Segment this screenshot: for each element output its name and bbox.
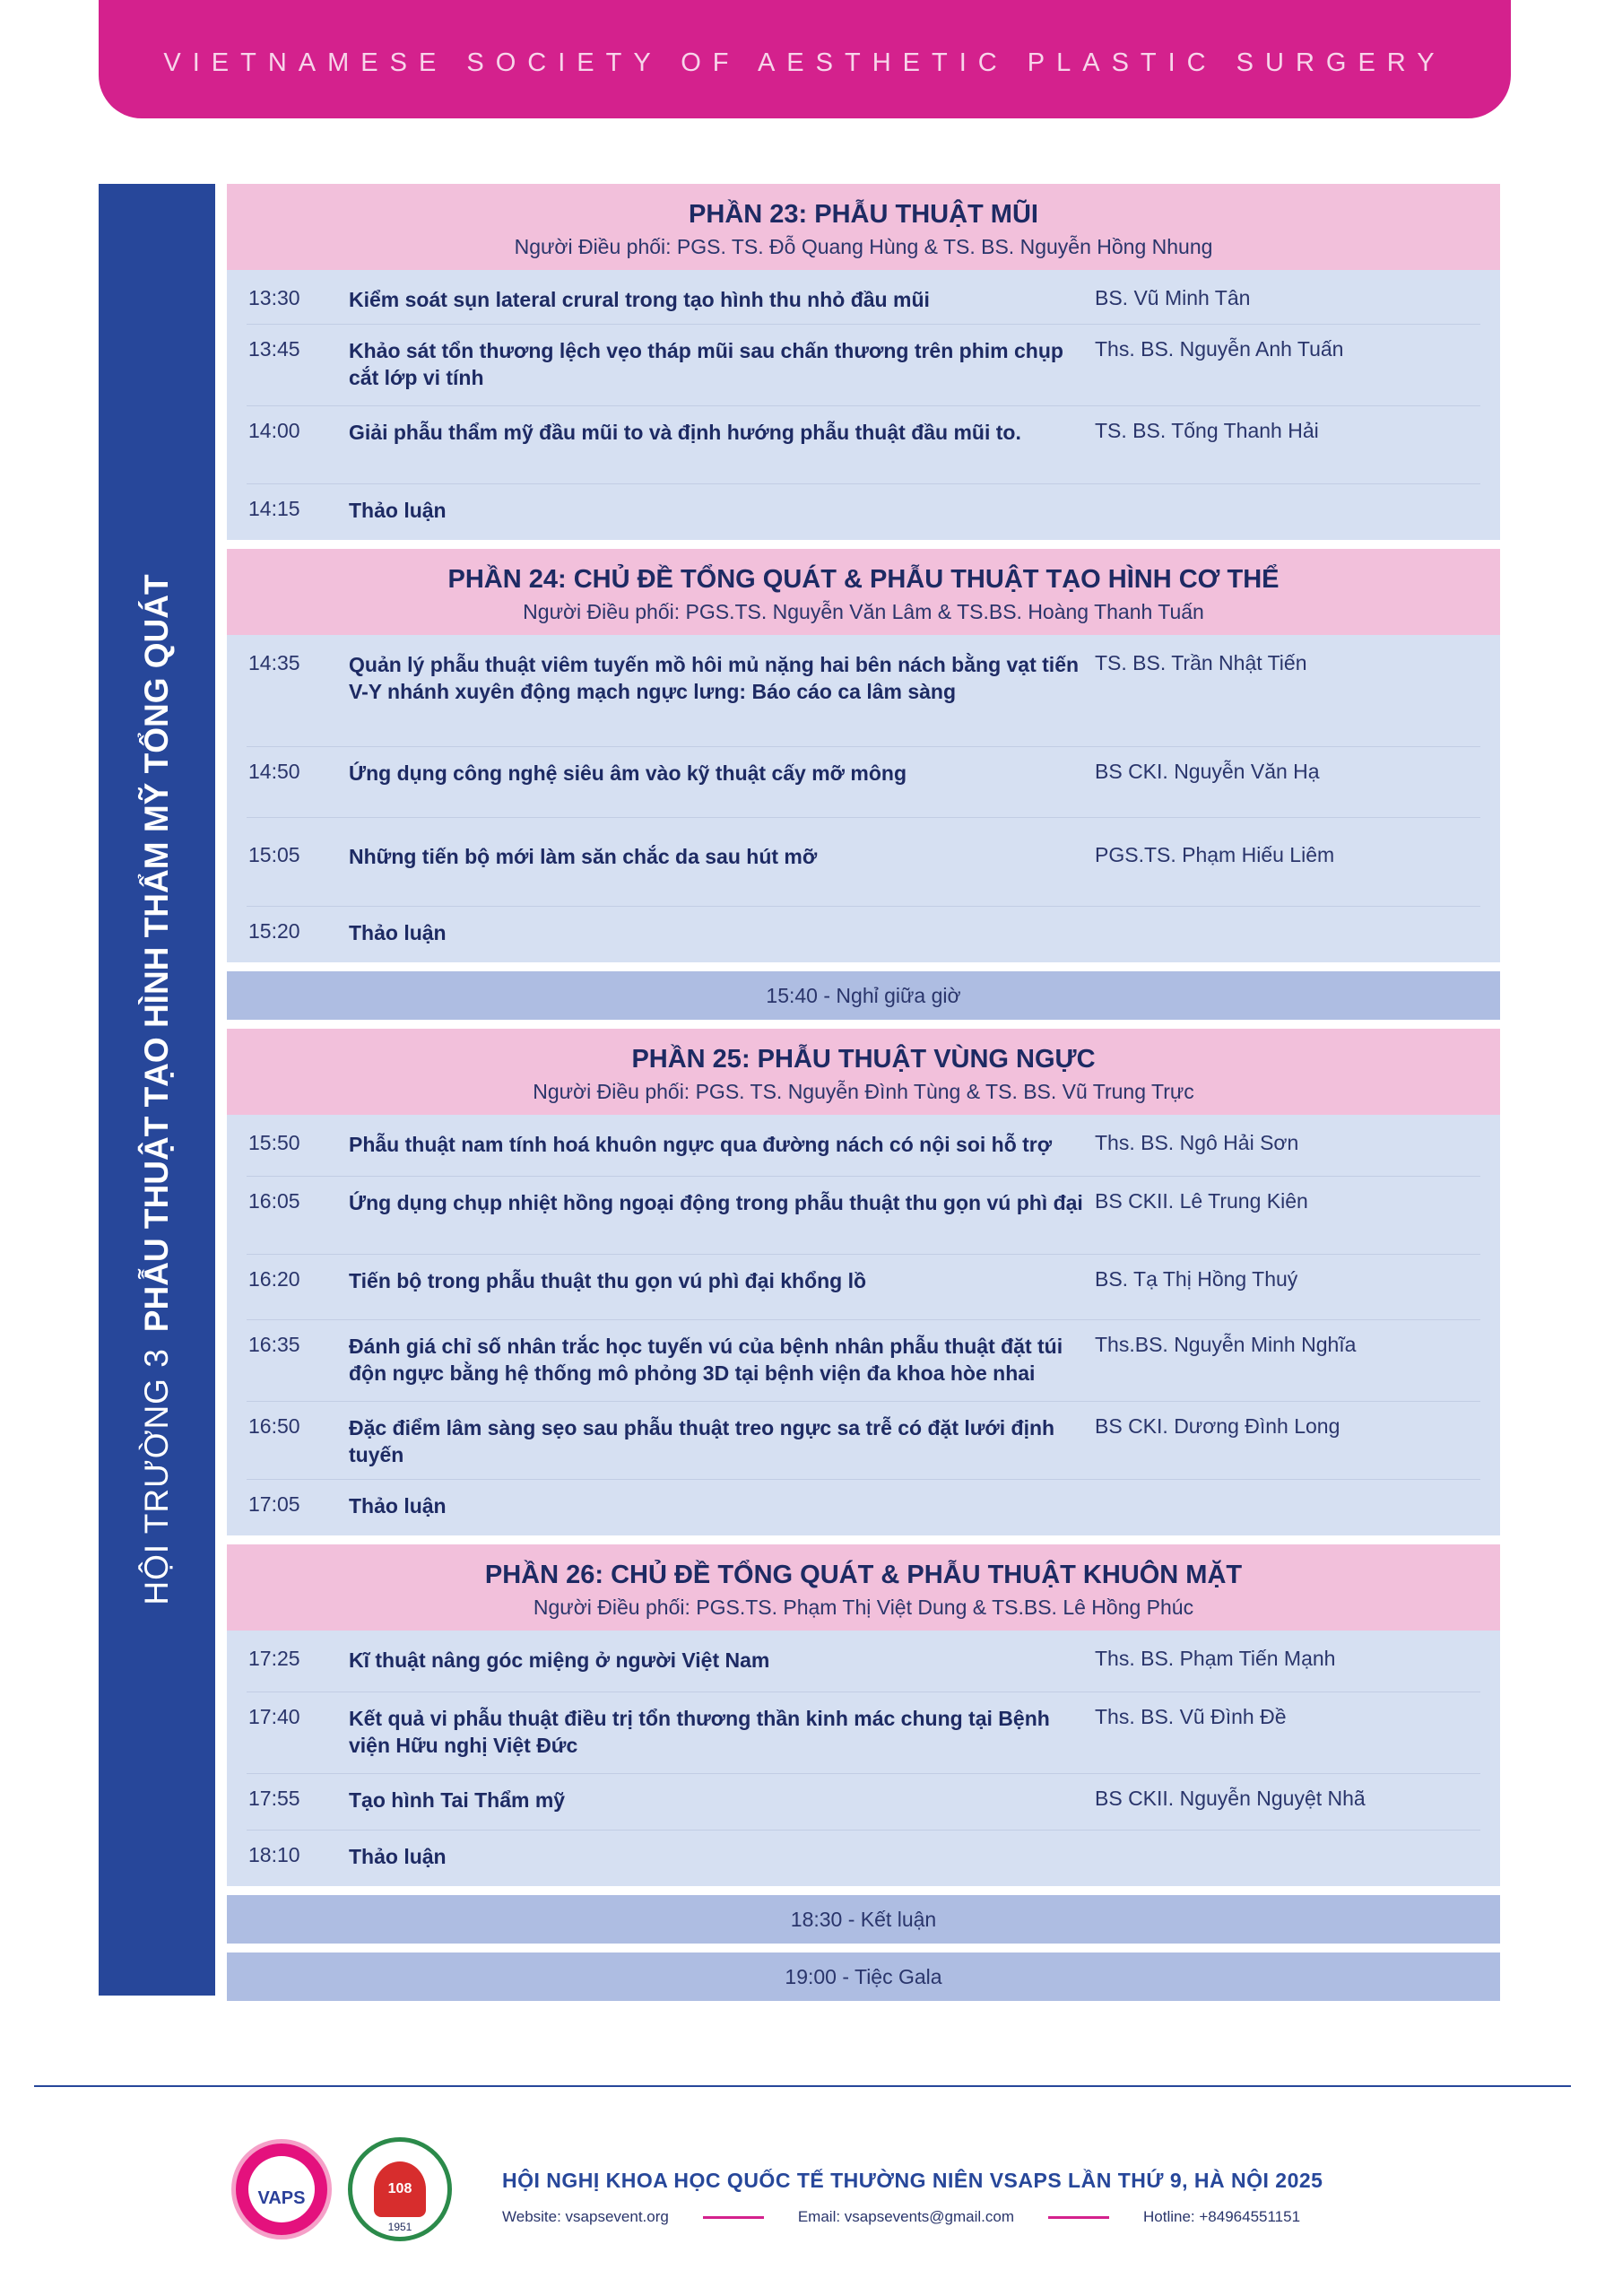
vsaps-logo [231,2139,332,2239]
section-header [227,184,1500,270]
agenda-row [247,1634,1480,1692]
section-title: PHẦN 24: CHỦ ĐỀ TỔNG QUÁT & PHẪU THUẬT TẠO HÌNH CƠ THỂ [447,565,1280,594]
row-time: 17:05 [248,1492,300,1516]
conference-title: HỘI NGHỊ KHOA HỌC QUỐC TẾ THƯỜNG NIÊN VSAPS LẦN THỨ 9, HÀ NỘI 2025 [502,2169,1323,2192]
row-time: 17:40 [248,1705,300,1728]
row-speaker: TS. BS. Trần Nhật Tiến [1095,651,1307,674]
hall-name: HỘI TRƯỜNG 3 [138,1348,175,1605]
agenda-row [247,406,1480,484]
vsaps-logo-text: VAPS [257,2188,306,2208]
agenda-row [247,907,1480,957]
section-body [227,270,1500,540]
section-coordinators: Người Điều phối: PGS. TS. Đỗ Quang Hùng & TS. BS. Nguyễn Hồng Nhung [514,235,1213,258]
section-body [227,635,1500,962]
section-body [227,1631,1500,1886]
contact-info [502,2208,1300,2226]
row-title: Quản lý phẫu thuật viêm tuyến mồ hôi mủ nặng hai bên nách bằng vạt tiến V-Y nhánh xuyên động mạch ngực lưng: Báo cáo ca lâm sàng [349,653,1080,703]
row-speaker: TS. BS. Tống Thanh Hải [1095,419,1319,442]
row-title: Ứng dụng công nghệ siêu âm vào kỹ thuật cấy mỡ mông [349,761,907,785]
row-speaker: BS CKI. Dương Đình Long [1095,1414,1340,1438]
row-title: Thảo luận [349,499,447,522]
row-speaker: Ths. BS. Phạm Tiến Mạnh [1095,1647,1336,1670]
section-coordinators: Người Điều phối: PGS.TS. Phạm Thị Việt Dung & TS.BS. Lê Hồng Phúc [533,1596,1194,1619]
row-title: Phẫu thuật nam tính hoá khuôn ngực qua đường nách có nội soi hỗ trợ [349,1133,1053,1156]
row-speaker: BS CKII. Nguyễn Nguyệt Nhã [1095,1787,1366,1810]
row-title: Ứng dụng chụp nhiệt hồng ngoại động trong phẫu thuật thu gọn vú phì đại [349,1191,1083,1214]
agenda-row [247,1118,1480,1177]
row-time: 15:50 [248,1131,300,1154]
row-speaker: BS CKI. Nguyễn Văn Hạ [1095,760,1320,783]
break-bar: 15:40 - Nghỉ giữa giờ [227,971,1500,1020]
section-title: PHẦN 26: CHỦ ĐỀ TỔNG QUÁT & PHẪU THUẬT KHUÔN MẶT [484,1561,1243,1589]
header-banner [99,0,1511,118]
row-title: Đánh giá chỉ số nhân trắc học tuyến vú của bệnh nhân phẫu thuật đặt túi độn ngực bằng hệ thống mô phỏng 3D tại bệnh viện đa khoa hòe nhai [349,1335,1063,1385]
row-speaker: BS. Tạ Thị Hồng Thuý [1095,1267,1298,1291]
row-time: 13:30 [248,286,300,309]
hall-topic: PHẪU THUẬT TẠO HÌNH THẨM MỸ TỔNG QUÁT [138,574,175,1333]
row-title: Thảo luận [349,1494,447,1518]
section-header [227,1029,1500,1115]
section-header [227,549,1500,635]
section-coordinators: Người Điều phối: PGS. TS. Nguyễn Đình Tùng & TS. BS. Vũ Trung Trực [533,1080,1194,1103]
row-time: 15:20 [248,919,300,943]
row-speaker: Ths. BS. Ngô Hải Sơn [1095,1131,1299,1154]
section-24 [227,549,1500,962]
row-speaker: PGS.TS. Phạm Hiếu Liêm [1095,843,1335,866]
row-time: 14:15 [248,497,300,520]
row-title: Kĩ thuật nâng góc miệng ở người Việt Nam [349,1648,770,1672]
section-25 [227,1029,1500,1535]
separator [703,2216,764,2219]
footer-divider [34,2085,1571,2087]
row-title: Đặc điểm lâm sàng sẹo sau phẫu thuật treo ngực sa trễ có đặt lưới định tuyến [349,1416,1055,1466]
row-title: Kết quả vi phẫu thuật điều trị tổn thương thần kinh mác chung tại Bệnh viện Hữu nghị Việt Đức [349,1707,1050,1757]
section-title: PHẦN 23: PHẪU THUẬT MŨI [689,200,1038,229]
row-title: Khảo sát tổn thương lệch vẹo tháp mũi sau chấn thương trên phim chụp cắt lớp vi tính [349,339,1063,389]
row-time: 18:10 [248,1843,300,1866]
hospital-108-logo [348,2137,452,2241]
section-coordinators: Người Điều phối: PGS.TS. Nguyễn Văn Lâm & TS.BS. Hoàng Thanh Tuấn [523,600,1204,623]
agenda-row [247,1177,1480,1255]
org-name: VIETNAMESE SOCIETY OF AESTHETIC PLASTIC SURGERY [163,48,1446,77]
agenda-row [247,484,1480,535]
hospital-logo-text: 108 [387,2181,412,2196]
row-time: 14:00 [248,419,300,442]
section-26 [227,1544,1500,1886]
agenda-row [247,747,1480,818]
agenda-row [247,818,1480,907]
row-title: Thảo luận [349,921,447,944]
row-time: 16:50 [248,1414,300,1438]
row-time: 16:35 [248,1333,300,1356]
sidebar-label [138,574,176,1605]
row-time: 15:05 [248,843,300,866]
agenda-row [247,1402,1480,1480]
agenda-row [247,1774,1480,1831]
row-time: 16:20 [248,1267,300,1291]
agenda-row [247,1255,1480,1320]
section-header [227,1544,1500,1631]
section-title: PHẦN 25: PHẪU THUẬT VÙNG NGỰC [631,1045,1096,1074]
separator [1048,2216,1109,2219]
row-title: Tạo hình Tai Thẩm mỹ [349,1788,566,1812]
gala-bar: 19:00 - Tiệc Gala [227,1952,1500,2001]
row-time: 13:45 [248,337,300,361]
hospital-logo-year: 1951 [387,2221,412,2233]
agenda-row [247,639,1480,747]
row-time: 14:35 [248,651,300,674]
section-23 [227,184,1500,540]
agenda-row [247,1692,1480,1774]
row-speaker: BS CKII. Lê Trung Kiên [1095,1189,1308,1213]
agenda-row [247,1831,1480,1881]
agenda-row [247,274,1480,325]
email-link[interactable]: Email: vsapsevents@gmail.com [797,2208,1015,2225]
row-title: Tiến bộ trong phẫu thuật thu gọn vú phì đại khổng lồ [349,1269,867,1292]
row-title: Giải phẫu thẩm mỹ đầu mũi to và định hướng phẫu thuật đầu mũi to. [349,421,1021,444]
row-time: 14:50 [248,760,300,783]
row-speaker: Ths. BS. Vũ Đình Đề [1095,1705,1287,1728]
row-speaker: Ths. BS. Nguyễn Anh Tuấn [1095,337,1344,361]
row-title: Thảo luận [349,1845,447,1868]
row-time: 16:05 [248,1189,300,1213]
section-body [227,1115,1500,1535]
website-link[interactable]: Website: vsapsevent.org [502,2208,669,2225]
schedule [227,184,1500,2010]
row-time: 17:25 [248,1647,300,1670]
agenda-row [247,1480,1480,1530]
row-speaker: Ths.BS. Nguyễn Minh Nghĩa [1095,1333,1357,1356]
row-title: Những tiến bộ mới làm săn chắc da sau hút mỡ [349,845,818,868]
agenda-row [247,1320,1480,1402]
conclusion-bar: 18:30 - Kết luận [227,1895,1500,1944]
row-title: Kiểm soát sụn lateral crural trong tạo hình thu nhỏ đầu mũi [349,288,930,311]
row-speaker: BS. Vũ Minh Tân [1095,286,1251,309]
hall-sidebar [99,184,215,1996]
hotline[interactable]: Hotline: +84964551151 [1143,2208,1301,2225]
agenda-row [247,325,1480,406]
row-time: 17:55 [248,1787,300,1810]
